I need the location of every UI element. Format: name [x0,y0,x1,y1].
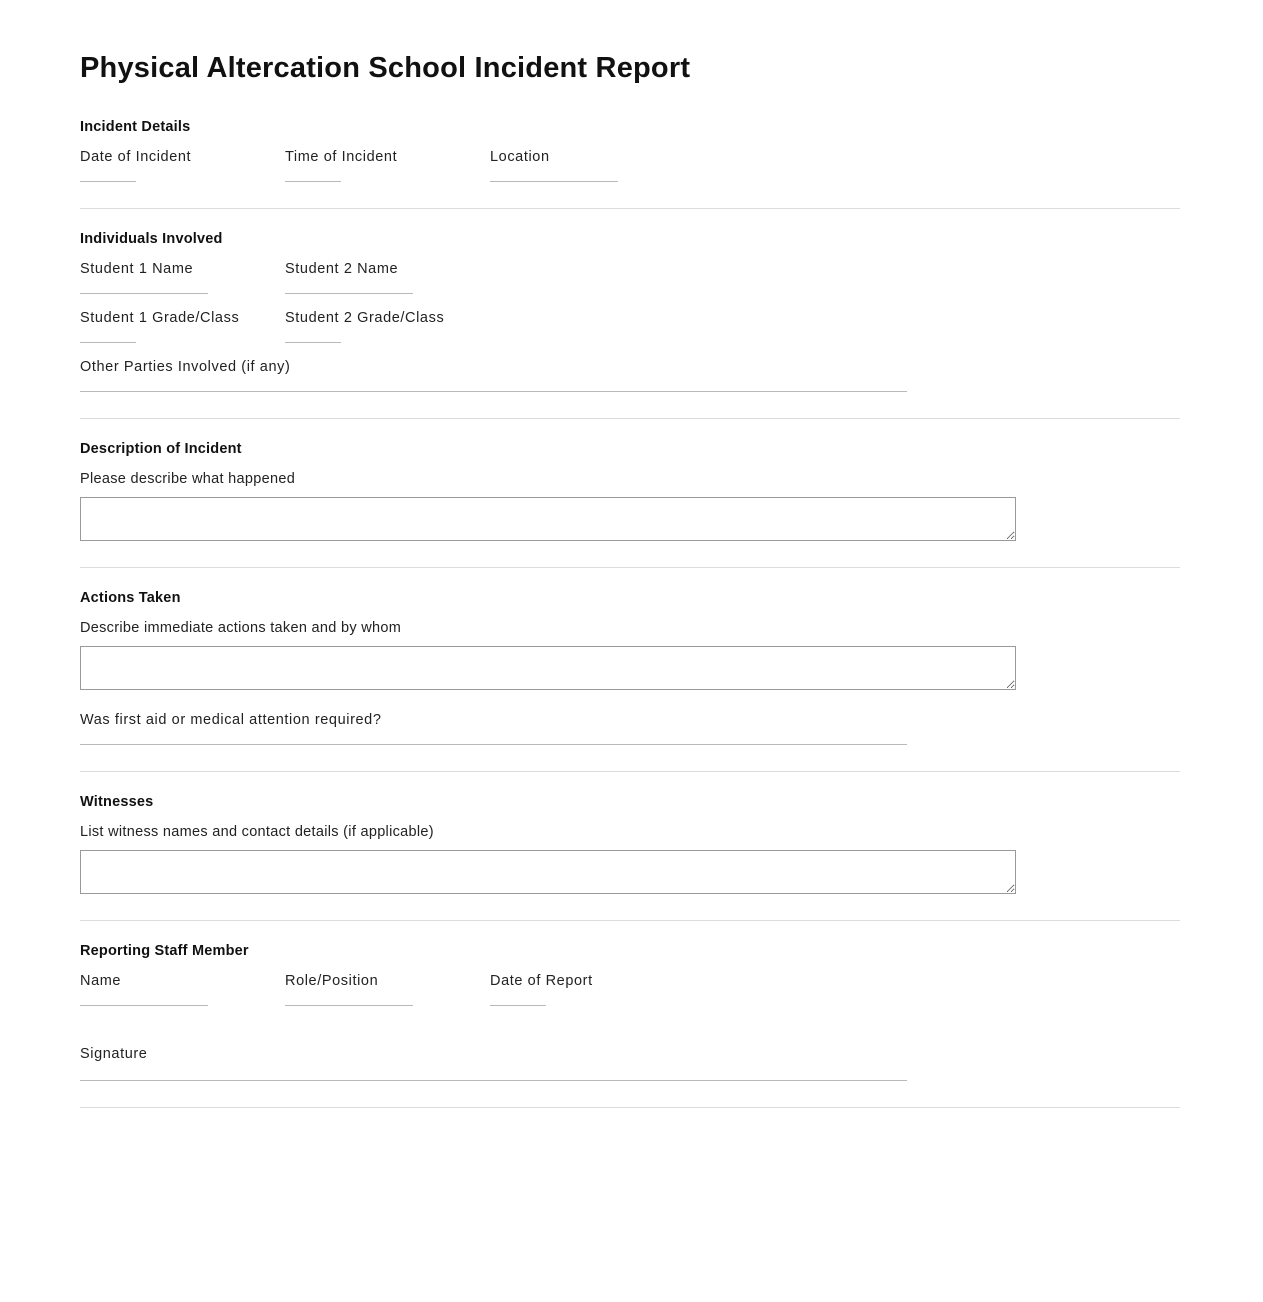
reporting-staff-fields-row [80,973,1183,1006]
divider-3 [80,567,1180,568]
field-student-1-grade [80,310,285,343]
divider-4 [80,771,1180,772]
textarea-witnesses[interactable] [80,850,1016,894]
input-student-1-grade[interactable] [80,342,136,343]
student-grades-row [80,310,1183,343]
section-heading-individuals-involved: Individuals Involved [80,231,223,247]
section-heading-reporting-staff-member: Reporting Staff Member [80,943,249,959]
input-time-of-incident[interactable] [285,181,341,182]
page-title: Physical Altercation School Incident Report [80,52,691,84]
field-label-first-aid-required: Was first aid or medical attention required? [80,712,382,728]
section-heading-actions-taken: Actions Taken [80,590,181,606]
input-signature[interactable] [80,1080,907,1081]
field-student-2-grade [285,310,490,343]
input-staff-name[interactable] [80,1005,208,1006]
field-label-student-1-grade: Student 1 Grade/Class [80,310,240,326]
section-individuals-involved [80,231,1183,392]
field-label-other-parties-involved: Other Parties Involved (if any) [80,359,291,375]
section-heading-description-of-incident: Description of Incident [80,441,242,457]
field-date-of-incident [80,149,285,182]
field-date-of-report [490,973,695,1006]
input-location[interactable] [490,181,618,182]
field-label-staff-role: Role/Position [285,973,379,989]
field-staff-name [80,973,285,1006]
field-time-of-incident [285,149,490,182]
field-first-aid-required [80,712,1183,745]
incident-details-fields-row [80,149,1183,182]
divider-5 [80,920,1180,921]
input-date-of-report[interactable] [490,1005,546,1006]
field-other-parties-involved [80,359,1183,392]
input-other-parties-involved[interactable] [80,391,907,392]
divider-1 [80,208,1180,209]
input-first-aid-required[interactable] [80,744,907,745]
field-label-date-of-report: Date of Report [490,973,593,989]
textarea-description-of-incident[interactable] [80,497,1016,541]
prompt-actions-taken: Describe immediate actions taken and by whom [80,620,402,636]
section-incident-details [80,119,1183,182]
section-heading-incident-details: Incident Details [80,119,191,135]
field-student-1-name [80,261,285,294]
field-label-signature: Signature [80,1046,148,1062]
section-heading-witnesses: Witnesses [80,794,154,810]
input-date-of-incident[interactable] [80,181,136,182]
input-student-1-name[interactable] [80,293,208,294]
input-staff-role[interactable] [285,1005,413,1006]
section-witnesses [80,794,1183,894]
field-staff-role [285,973,490,1006]
field-label-staff-name: Name [80,973,122,989]
student-names-row [80,261,1183,294]
prompt-witnesses: List witness names and contact details (if applicable) [80,824,434,840]
divider-2 [80,418,1180,419]
section-actions-taken [80,590,1183,745]
field-label-student-1-name: Student 1 Name [80,261,194,277]
field-label-student-2-name: Student 2 Name [285,261,399,277]
field-label-time-of-incident: Time of Incident [285,149,398,165]
section-description-of-incident [80,441,1183,541]
prompt-describe-what-happened: Please describe what happened [80,471,296,487]
input-student-2-name[interactable] [285,293,413,294]
divider-6 [80,1107,1180,1108]
textarea-actions-taken[interactable] [80,646,1016,690]
field-student-2-name [285,261,490,294]
field-label-student-2-grade: Student 2 Grade/Class [285,310,445,326]
field-signature [80,1022,1183,1081]
field-location [490,149,695,182]
section-reporting-staff-member [80,943,1183,1081]
field-label-location: Location [490,149,550,165]
field-label-date-of-incident: Date of Incident [80,149,192,165]
input-student-2-grade[interactable] [285,342,341,343]
